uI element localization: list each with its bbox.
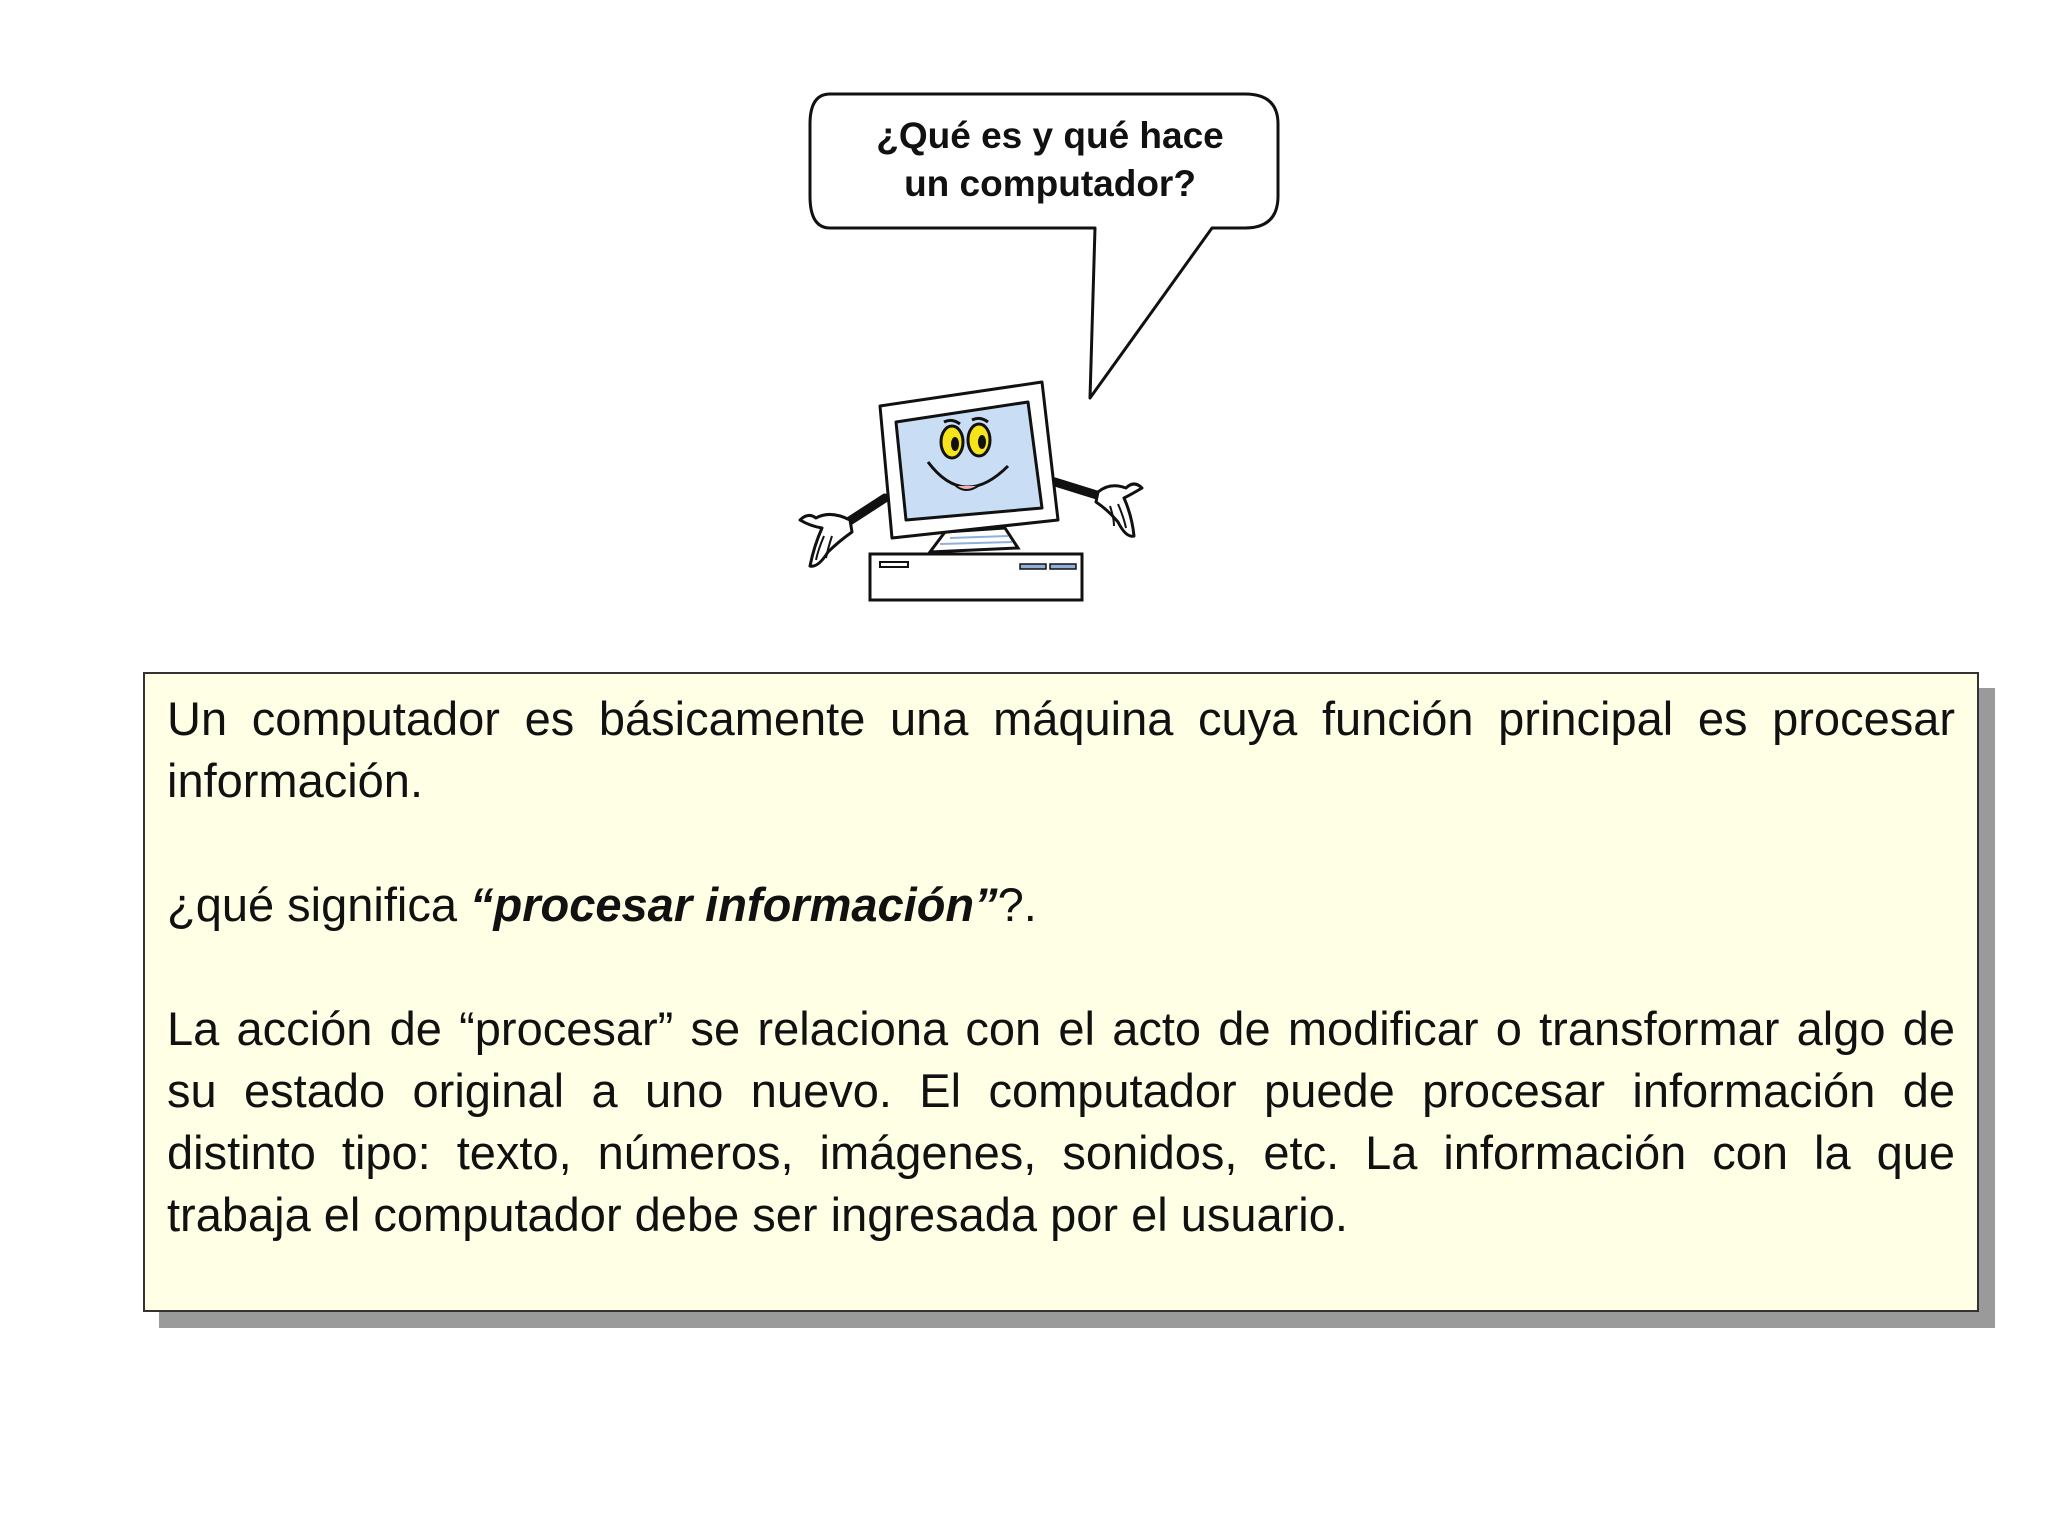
bubble-question (820, 112, 1280, 208)
paragraph-question (167, 874, 1955, 936)
paragraph-definition: Un computador es básicamente una máquina cuya función principal es procesar información. (167, 692, 1955, 807)
paragraph-processing: La acción de “procesar” se relaciona con el acto de modificar o transformar algo de su estado original a uno nuevo. El computador puede procesar información de distinto tipo: texto, números, imágenes, sonidos, etc. La información con la que trabaja el computador debe ser ingresada por el usuario. (167, 1002, 1955, 1241)
smiling-computer-icon (780, 370, 1180, 610)
question-emphasis: “procesar información” (470, 878, 998, 931)
question-suffix: ?. (997, 878, 1037, 931)
bubble-line-2: un computador? (904, 163, 1196, 204)
explanation-box (143, 672, 1979, 1312)
question-prefix: ¿qué significa (167, 878, 471, 931)
bubble-line-1: ¿Qué es y qué hace (876, 115, 1224, 156)
